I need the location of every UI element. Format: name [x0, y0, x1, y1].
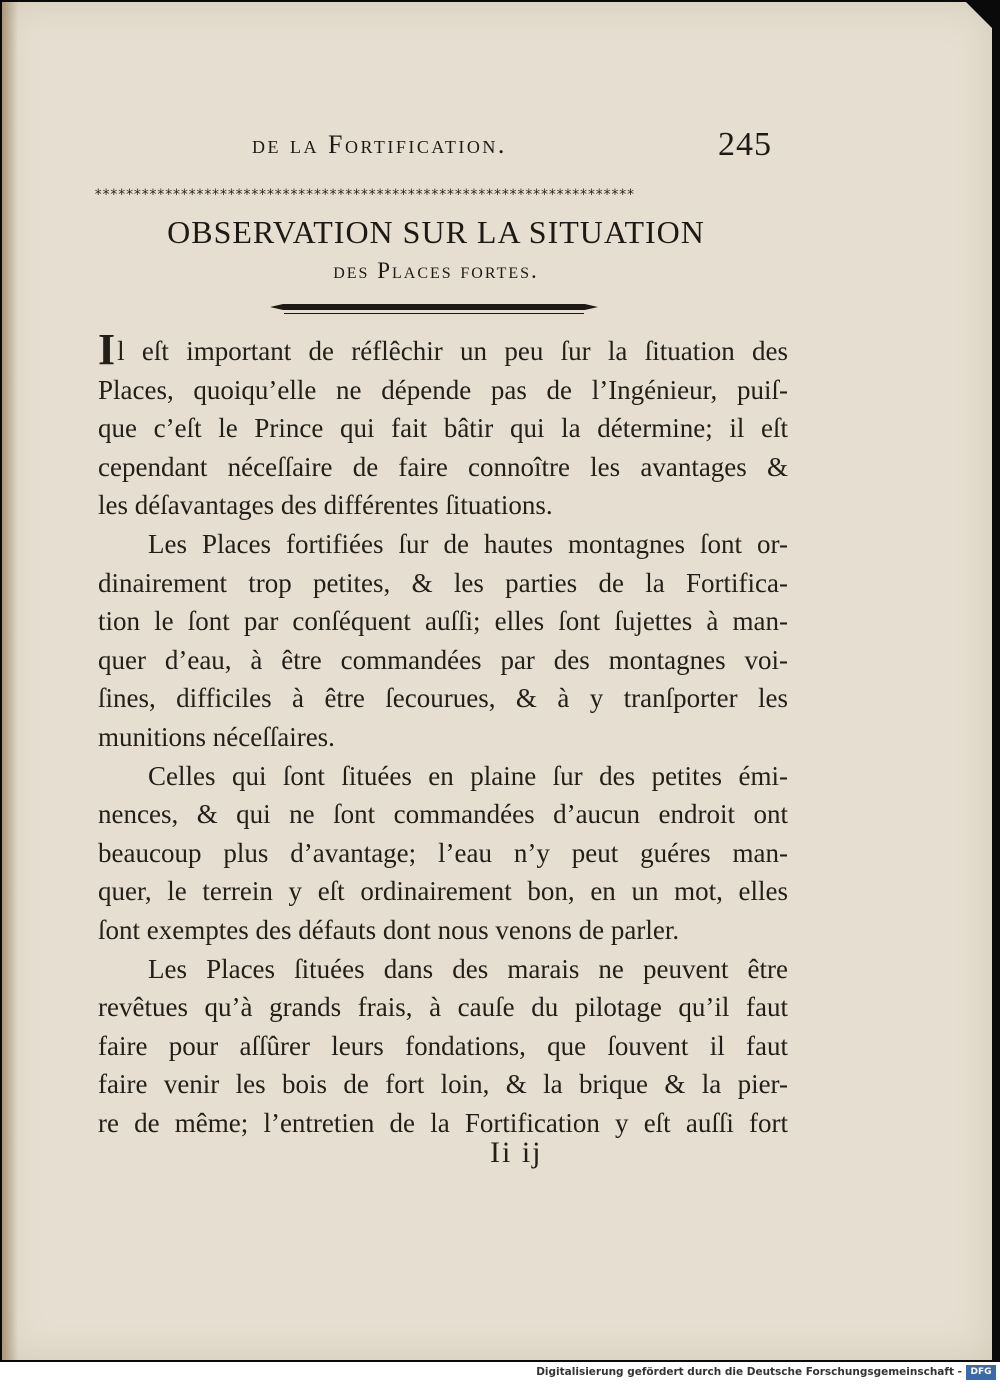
text-line: munitions néceſſaires. [98, 721, 335, 752]
text-line: faire pour aſſûrer leurs fondations, que ſouvent il faut [98, 1030, 788, 1061]
title-rule [270, 304, 598, 314]
title-rule-thick [270, 304, 598, 310]
signature-mark: Ii ij [490, 1136, 543, 1169]
ornament-row: ********************************************************************* [94, 188, 635, 202]
running-header [2, 126, 992, 170]
body-text [98, 325, 788, 1142]
footer-credit: Digitalisierung gefördert durch die Deutsche Forschungsgemeinschaft - [536, 1366, 962, 1378]
torn-corner [966, 2, 992, 28]
footer-bar [0, 1362, 1000, 1384]
section-title: OBSERVATION SUR LA SITUATION [167, 214, 705, 250]
text-line: quer d’eau, à être commandées par des montagnes voi- [98, 644, 788, 675]
text-line: dinairement trop petites, & les parties de la Fortifica- [98, 567, 788, 598]
text-line: Il eſt important de réflêchir un peu ſur la ſituation des [98, 325, 788, 374]
text-line: Les Places fortifiées ſur de hautes montagnes ſont or- [148, 528, 788, 559]
title-rule-thin [284, 313, 584, 314]
text-line: Places, quoiqu’elle ne dépende pas de l’Ingénieur, puiſ- [98, 374, 788, 405]
text-line: beaucoup plus d’avantage; l’eau n’y peut guéres man- [98, 837, 788, 868]
text-line: faire venir les bois de fort loin, & la brique & la pier- [98, 1069, 788, 1100]
section-subtitle: des Places fortes. [333, 258, 539, 283]
dfg-logo: DFG [966, 1365, 996, 1380]
text-line: Les Places ſituées dans des marais ne peuvent être [148, 953, 788, 984]
text-line: re de même; l’entretien de la Fortification y eſt auſſi fort [98, 1107, 788, 1138]
text-line: revêtues qu’à grands frais, à cauſe du pilotage qu’il faut [98, 992, 788, 1023]
text-line: les déſavantages des différentes ſituations. [98, 490, 553, 521]
text-line: ſines, difficiles à être ſecourues, & à y tranſporter les [98, 683, 788, 714]
drop-cap: I [98, 325, 116, 374]
text-line: que c’eſt le Prince qui fait bâtir qui la détermine; il eſt [98, 413, 788, 444]
page-number: 245 [718, 126, 772, 163]
text-line: nences, & qui ne ſont commandées d’aucun endroit ont [98, 799, 788, 830]
text-line: tion le ſont par conſéquent auſſi; elles ſont ſujettes à man- [98, 606, 788, 637]
running-title: de la Fortification. [252, 130, 507, 159]
text-line: ſont exemptes des défauts dont nous venons de parler. [98, 914, 680, 945]
text-line: Celles qui ſont ſituées en plaine ſur des petites émi- [148, 760, 788, 791]
text-line: quer, le terrein y eſt ordinairement bon, en un mot, elles [98, 876, 788, 907]
text-line: cependant néceſſaire de faire connoître les avantages & [98, 451, 788, 482]
book-page [2, 2, 992, 1360]
